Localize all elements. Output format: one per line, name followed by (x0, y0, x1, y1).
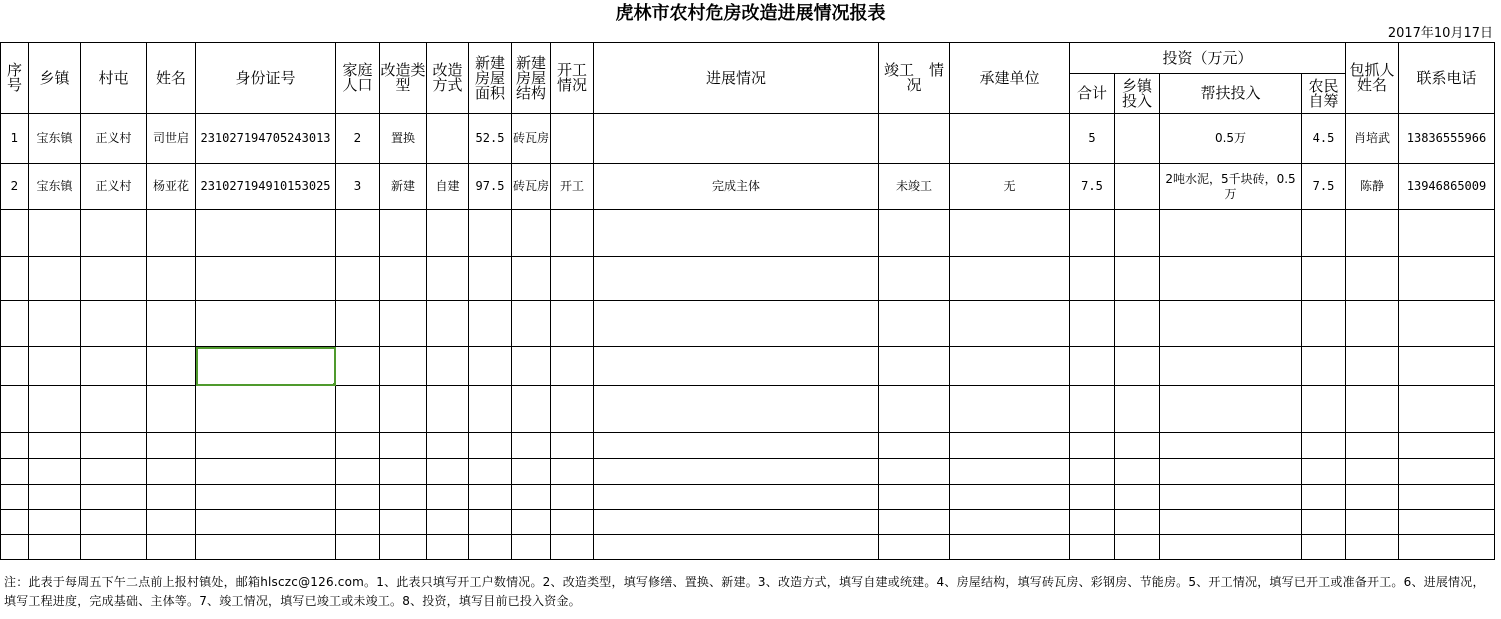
cell-progress[interactable]: 完成主体 (594, 164, 879, 210)
cell-phone[interactable]: 13946865009 (1399, 164, 1495, 210)
empty-cell[interactable] (512, 433, 551, 459)
empty-cell[interactable] (1070, 386, 1115, 433)
header-name[interactable]: 姓名 (147, 43, 196, 114)
empty-cell[interactable] (380, 210, 427, 257)
cell-area[interactable]: 52.5 (469, 114, 512, 164)
table-row (1, 347, 1495, 386)
empty-cell[interactable] (1115, 510, 1160, 535)
empty-cell[interactable] (1115, 535, 1160, 560)
empty-cell[interactable] (1302, 257, 1346, 301)
empty-cell[interactable] (512, 386, 551, 433)
footnote: 注：此表于每周五下午二点前上报村镇处，邮箱hlsczc@126.com。1、此表只填写开工户数情况。2、改造类型，填写修缮、置换、新建。3、改造方式，填写自建或统建。4、房屋结构，填写砖瓦房、彩钢房、节能房。5、开工情况，填写已开工或准备开工。6、进展情况，填写工程进度，完成基础、主体等。7、竣工情况，填写已竣工或未竣工。8、投资，填写目前已投入资金。 (4, 575, 1485, 608)
empty-cell[interactable] (1399, 485, 1495, 510)
empty-cell[interactable] (594, 386, 879, 433)
empty-cell[interactable] (29, 459, 81, 485)
empty-cell[interactable] (196, 433, 336, 459)
empty-cell[interactable] (1160, 535, 1302, 560)
empty-cell[interactable] (1302, 301, 1346, 347)
header-completion[interactable]: 竣工 情况 (879, 43, 950, 114)
cell-seq[interactable]: 1 (1, 114, 29, 164)
empty-cell[interactable] (594, 535, 879, 560)
empty-cell[interactable] (879, 386, 950, 433)
empty-cell[interactable] (81, 386, 147, 433)
empty-cell[interactable] (1346, 257, 1399, 301)
empty-cell[interactable] (147, 386, 196, 433)
cell-contractor[interactable]: 无 (950, 164, 1070, 210)
empty-cell[interactable] (551, 459, 594, 485)
empty-cell[interactable] (1115, 210, 1160, 257)
empty-cell[interactable] (1070, 210, 1115, 257)
table-row (1, 485, 1495, 510)
table-row (1, 386, 1495, 433)
report-date: 2017年10月17日 (1387, 26, 1493, 41)
cell-completion[interactable]: 未竣工 (879, 164, 950, 210)
empty-cell[interactable] (1346, 347, 1399, 386)
empty-cell[interactable] (1115, 485, 1160, 510)
cell-area[interactable]: 97.5 (469, 164, 512, 210)
empty-cell[interactable] (1346, 459, 1399, 485)
empty-cell[interactable] (380, 433, 427, 459)
cell-id[interactable]: 231027194705243013 (196, 114, 336, 164)
empty-cell[interactable] (1346, 386, 1399, 433)
empty-cell[interactable] (1160, 257, 1302, 301)
empty-cell[interactable] (1115, 386, 1160, 433)
cell-method[interactable] (427, 114, 469, 164)
empty-cell[interactable] (29, 433, 81, 459)
empty-cell[interactable] (380, 386, 427, 433)
cell-village[interactable]: 正义村 (81, 114, 147, 164)
empty-cell[interactable] (594, 301, 879, 347)
cell-self[interactable]: 7.5 (1302, 164, 1346, 210)
empty-cell[interactable] (147, 301, 196, 347)
empty-cell[interactable] (1302, 210, 1346, 257)
cell-cadre[interactable]: 陈静 (1346, 164, 1399, 210)
selected-cell[interactable] (196, 347, 336, 386)
cell-structure[interactable]: 砖瓦房 (512, 164, 551, 210)
empty-cell[interactable] (512, 459, 551, 485)
cell-type[interactable]: 置换 (380, 114, 427, 164)
table-row (1, 433, 1495, 459)
cell-completion[interactable] (879, 114, 950, 164)
empty-cell[interactable] (81, 485, 147, 510)
cell-town-invest[interactable] (1115, 164, 1160, 210)
empty-cell[interactable] (469, 433, 512, 459)
empty-cell[interactable] (336, 386, 380, 433)
empty-cell[interactable] (469, 257, 512, 301)
empty-cell[interactable] (1, 210, 29, 257)
empty-cell[interactable] (81, 535, 147, 560)
empty-cell[interactable] (380, 459, 427, 485)
header-village[interactable]: 村屯 (81, 43, 147, 114)
empty-cell[interactable] (427, 459, 469, 485)
empty-cell[interactable] (879, 257, 950, 301)
empty-cell[interactable] (1399, 459, 1495, 485)
empty-cell[interactable] (879, 433, 950, 459)
empty-cell[interactable] (1160, 347, 1302, 386)
empty-cell[interactable] (427, 485, 469, 510)
header-start[interactable]: 开工情况 (551, 43, 594, 114)
cell-id[interactable]: 231027194910153025 (196, 164, 336, 210)
empty-cell[interactable] (196, 386, 336, 433)
header-structure[interactable]: 新建房屋结构 (512, 43, 551, 114)
empty-cell[interactable] (551, 347, 594, 386)
empty-cell[interactable] (81, 210, 147, 257)
empty-cell[interactable] (950, 210, 1070, 257)
empty-cell[interactable] (469, 485, 512, 510)
empty-cell[interactable] (427, 347, 469, 386)
empty-cell[interactable] (551, 510, 594, 535)
empty-cell[interactable] (81, 347, 147, 386)
empty-cell[interactable] (551, 210, 594, 257)
empty-cell[interactable] (1399, 535, 1495, 560)
empty-cell[interactable] (469, 459, 512, 485)
empty-cell[interactable] (81, 257, 147, 301)
empty-cell[interactable] (551, 535, 594, 560)
empty-cell[interactable] (950, 347, 1070, 386)
empty-cell[interactable] (1070, 433, 1115, 459)
empty-cell[interactable] (950, 485, 1070, 510)
report-table (0, 42, 1495, 560)
header-town-invest[interactable]: 乡镇投入 (1115, 74, 1160, 114)
empty-cell[interactable] (1, 535, 29, 560)
empty-cell[interactable] (469, 301, 512, 347)
empty-cell[interactable] (336, 210, 380, 257)
cell-total[interactable]: 5 (1070, 114, 1115, 164)
empty-cell[interactable] (29, 510, 81, 535)
empty-cell[interactable] (196, 210, 336, 257)
empty-cell[interactable] (512, 210, 551, 257)
cell-contractor[interactable] (950, 114, 1070, 164)
cell-town[interactable]: 宝东镇 (29, 114, 81, 164)
empty-cell[interactable] (29, 485, 81, 510)
empty-cell[interactable] (1, 510, 29, 535)
cell-aid[interactable]: 0.5万 (1160, 114, 1302, 164)
empty-cell[interactable] (1, 459, 29, 485)
table-row (1, 459, 1495, 485)
empty-cell[interactable] (1399, 433, 1495, 459)
empty-cell[interactable] (594, 210, 879, 257)
empty-cell[interactable] (196, 485, 336, 510)
empty-cell[interactable] (427, 210, 469, 257)
empty-cell[interactable] (29, 257, 81, 301)
empty-cell[interactable] (427, 301, 469, 347)
empty-cell[interactable] (147, 433, 196, 459)
empty-cell[interactable] (427, 535, 469, 560)
empty-cell[interactable] (380, 257, 427, 301)
empty-cell[interactable] (147, 510, 196, 535)
empty-cell[interactable] (551, 386, 594, 433)
empty-cell[interactable] (512, 347, 551, 386)
empty-cell[interactable] (1346, 510, 1399, 535)
empty-cell[interactable] (81, 433, 147, 459)
empty-cell[interactable] (1160, 301, 1302, 347)
table-row (1, 301, 1495, 347)
table-row (1, 210, 1495, 257)
cell-method[interactable]: 自建 (427, 164, 469, 210)
empty-cell[interactable] (1115, 347, 1160, 386)
empty-cell[interactable] (1070, 510, 1115, 535)
header-row-1 (1, 43, 1495, 74)
empty-cell[interactable] (594, 459, 879, 485)
empty-cell[interactable] (336, 301, 380, 347)
empty-cell[interactable] (879, 485, 950, 510)
empty-cell[interactable] (147, 485, 196, 510)
empty-cell[interactable] (551, 257, 594, 301)
empty-cell[interactable] (879, 535, 950, 560)
empty-cell[interactable] (147, 347, 196, 386)
table-row (1, 114, 1495, 164)
cell-total[interactable]: 7.5 (1070, 164, 1115, 210)
empty-cell[interactable] (594, 433, 879, 459)
empty-cell[interactable] (1160, 459, 1302, 485)
empty-cell[interactable] (380, 510, 427, 535)
empty-cell[interactable] (1399, 347, 1495, 386)
empty-cell[interactable] (1160, 386, 1302, 433)
empty-cell[interactable] (1160, 510, 1302, 535)
empty-cell[interactable] (469, 386, 512, 433)
empty-cell[interactable] (336, 459, 380, 485)
empty-cell[interactable] (1070, 301, 1115, 347)
empty-cell[interactable] (1070, 459, 1115, 485)
header-population[interactable]: 家庭人口 (336, 43, 380, 114)
empty-cell[interactable] (879, 459, 950, 485)
cell-seq[interactable]: 2 (1, 164, 29, 210)
empty-cell[interactable] (29, 210, 81, 257)
empty-cell[interactable] (1399, 301, 1495, 347)
empty-cell[interactable] (427, 386, 469, 433)
empty-cell[interactable] (1115, 433, 1160, 459)
empty-cell[interactable] (1399, 210, 1495, 257)
empty-cell[interactable] (512, 510, 551, 535)
header-seq[interactable]: 序号 (1, 43, 29, 114)
header-id[interactable]: 身份证号 (196, 43, 336, 114)
empty-cell[interactable] (336, 485, 380, 510)
empty-cell[interactable] (1346, 535, 1399, 560)
empty-cell[interactable] (879, 301, 950, 347)
table-row (1, 164, 1495, 210)
empty-cell[interactable] (1115, 257, 1160, 301)
empty-cell[interactable] (950, 459, 1070, 485)
header-area[interactable]: 新建房屋面积 (469, 43, 512, 114)
empty-cell[interactable] (469, 535, 512, 560)
header-town[interactable]: 乡镇 (29, 43, 81, 114)
header-self[interactable]: 农民自筹 (1302, 74, 1346, 114)
empty-cell[interactable] (147, 535, 196, 560)
empty-cell[interactable] (950, 386, 1070, 433)
empty-cell[interactable] (1160, 210, 1302, 257)
empty-cell[interactable] (551, 301, 594, 347)
empty-cell[interactable] (1399, 510, 1495, 535)
empty-cell[interactable] (594, 347, 879, 386)
header-progress[interactable]: 进展情况 (594, 43, 879, 114)
empty-cell[interactable] (879, 210, 950, 257)
cell-start[interactable] (551, 114, 594, 164)
cell-town[interactable]: 宝东镇 (29, 164, 81, 210)
cell-name[interactable]: 杨亚花 (147, 164, 196, 210)
empty-cell[interactable] (29, 535, 81, 560)
empty-cell[interactable] (1, 485, 29, 510)
cell-structure[interactable]: 砖瓦房 (512, 114, 551, 164)
empty-cell[interactable] (1346, 210, 1399, 257)
cell-start[interactable]: 开工 (551, 164, 594, 210)
empty-cell[interactable] (196, 535, 336, 560)
empty-cell[interactable] (950, 257, 1070, 301)
empty-cell[interactable] (512, 485, 551, 510)
empty-cell[interactable] (380, 535, 427, 560)
empty-cell[interactable] (1302, 535, 1346, 560)
empty-cell[interactable] (879, 347, 950, 386)
header-phone[interactable]: 联系电话 (1399, 43, 1495, 114)
empty-cell[interactable] (427, 510, 469, 535)
empty-cell[interactable] (469, 510, 512, 535)
empty-cell[interactable] (81, 459, 147, 485)
empty-cell[interactable] (1302, 386, 1346, 433)
cell-village[interactable]: 正义村 (81, 164, 147, 210)
empty-cell[interactable] (551, 433, 594, 459)
empty-cell[interactable] (469, 210, 512, 257)
empty-cell[interactable] (427, 433, 469, 459)
table-row (1, 510, 1495, 535)
empty-cell[interactable] (950, 535, 1070, 560)
empty-cell[interactable] (1302, 485, 1346, 510)
empty-cell[interactable] (950, 433, 1070, 459)
empty-cell[interactable] (1070, 535, 1115, 560)
cell-phone[interactable]: 13836555966 (1399, 114, 1495, 164)
empty-cell[interactable] (1160, 433, 1302, 459)
empty-cell[interactable] (1399, 386, 1495, 433)
empty-cell[interactable] (380, 485, 427, 510)
cell-self[interactable]: 4.5 (1302, 114, 1346, 164)
empty-cell[interactable] (1, 386, 29, 433)
empty-cell[interactable] (1070, 347, 1115, 386)
empty-cell[interactable] (512, 535, 551, 560)
empty-cell[interactable] (336, 535, 380, 560)
empty-cell[interactable] (512, 301, 551, 347)
empty-cell[interactable] (1346, 433, 1399, 459)
cell-town-invest[interactable] (1115, 114, 1160, 164)
empty-cell[interactable] (1070, 485, 1115, 510)
header-contractor[interactable]: 承建单位 (950, 43, 1070, 114)
cell-type[interactable]: 新建 (380, 164, 427, 210)
empty-cell[interactable] (1302, 347, 1346, 386)
empty-cell[interactable] (196, 459, 336, 485)
empty-cell[interactable] (147, 459, 196, 485)
empty-cell[interactable] (147, 257, 196, 301)
empty-cell[interactable] (29, 386, 81, 433)
empty-cell[interactable] (879, 510, 950, 535)
cell-cadre[interactable]: 肖培武 (1346, 114, 1399, 164)
table-row (1, 257, 1495, 301)
empty-cell[interactable] (1, 257, 29, 301)
empty-cell[interactable] (1160, 485, 1302, 510)
empty-cell[interactable] (81, 510, 147, 535)
empty-cell[interactable] (1302, 433, 1346, 459)
empty-cell[interactable] (1346, 301, 1399, 347)
empty-cell[interactable] (336, 257, 380, 301)
empty-cell[interactable] (950, 301, 1070, 347)
empty-cell[interactable] (1346, 485, 1399, 510)
header-aid[interactable]: 帮扶投入 (1160, 74, 1302, 114)
empty-cell[interactable] (551, 485, 594, 510)
table-row (1, 535, 1495, 560)
cell-progress[interactable] (594, 114, 879, 164)
empty-cell[interactable] (196, 510, 336, 535)
empty-cell[interactable] (1302, 510, 1346, 535)
cell-population[interactable]: 3 (336, 164, 380, 210)
header-method[interactable]: 改造方式 (427, 43, 469, 114)
cell-aid[interactable]: 2吨水泥，5千块砖，0.5万 (1160, 164, 1302, 210)
empty-cell[interactable] (196, 301, 336, 347)
cell-name[interactable]: 司世启 (147, 114, 196, 164)
empty-cell[interactable] (1, 301, 29, 347)
empty-cell[interactable] (1, 347, 29, 386)
header-cadre[interactable]: 包抓人姓名 (1346, 43, 1399, 114)
header-investment[interactable]: 投资（万元） (1070, 43, 1346, 74)
empty-cell[interactable] (336, 347, 380, 386)
header-total[interactable]: 合计 (1070, 74, 1115, 114)
empty-cell[interactable] (147, 210, 196, 257)
empty-cell[interactable] (1399, 257, 1495, 301)
empty-cell[interactable] (336, 510, 380, 535)
empty-cell[interactable] (427, 257, 469, 301)
empty-cell[interactable] (380, 301, 427, 347)
empty-cell[interactable] (1302, 459, 1346, 485)
empty-cell[interactable] (380, 347, 427, 386)
empty-cell[interactable] (1115, 459, 1160, 485)
header-type[interactable]: 改造类型 (380, 43, 427, 114)
empty-cell[interactable] (594, 257, 879, 301)
empty-cell[interactable] (594, 510, 879, 535)
empty-cell[interactable] (29, 301, 81, 347)
report-title: 虎林市农村危房改造进展情况报表 (615, 3, 886, 24)
empty-cell[interactable] (1070, 257, 1115, 301)
empty-cell[interactable] (196, 257, 336, 301)
empty-cell[interactable] (1, 433, 29, 459)
empty-cell[interactable] (469, 347, 512, 386)
empty-cell[interactable] (81, 301, 147, 347)
empty-cell[interactable] (594, 485, 879, 510)
cell-population[interactable]: 2 (336, 114, 380, 164)
empty-cell[interactable] (512, 257, 551, 301)
empty-cell[interactable] (1115, 301, 1160, 347)
empty-cell[interactable] (336, 433, 380, 459)
empty-cell[interactable] (29, 347, 81, 386)
empty-cell[interactable] (950, 510, 1070, 535)
